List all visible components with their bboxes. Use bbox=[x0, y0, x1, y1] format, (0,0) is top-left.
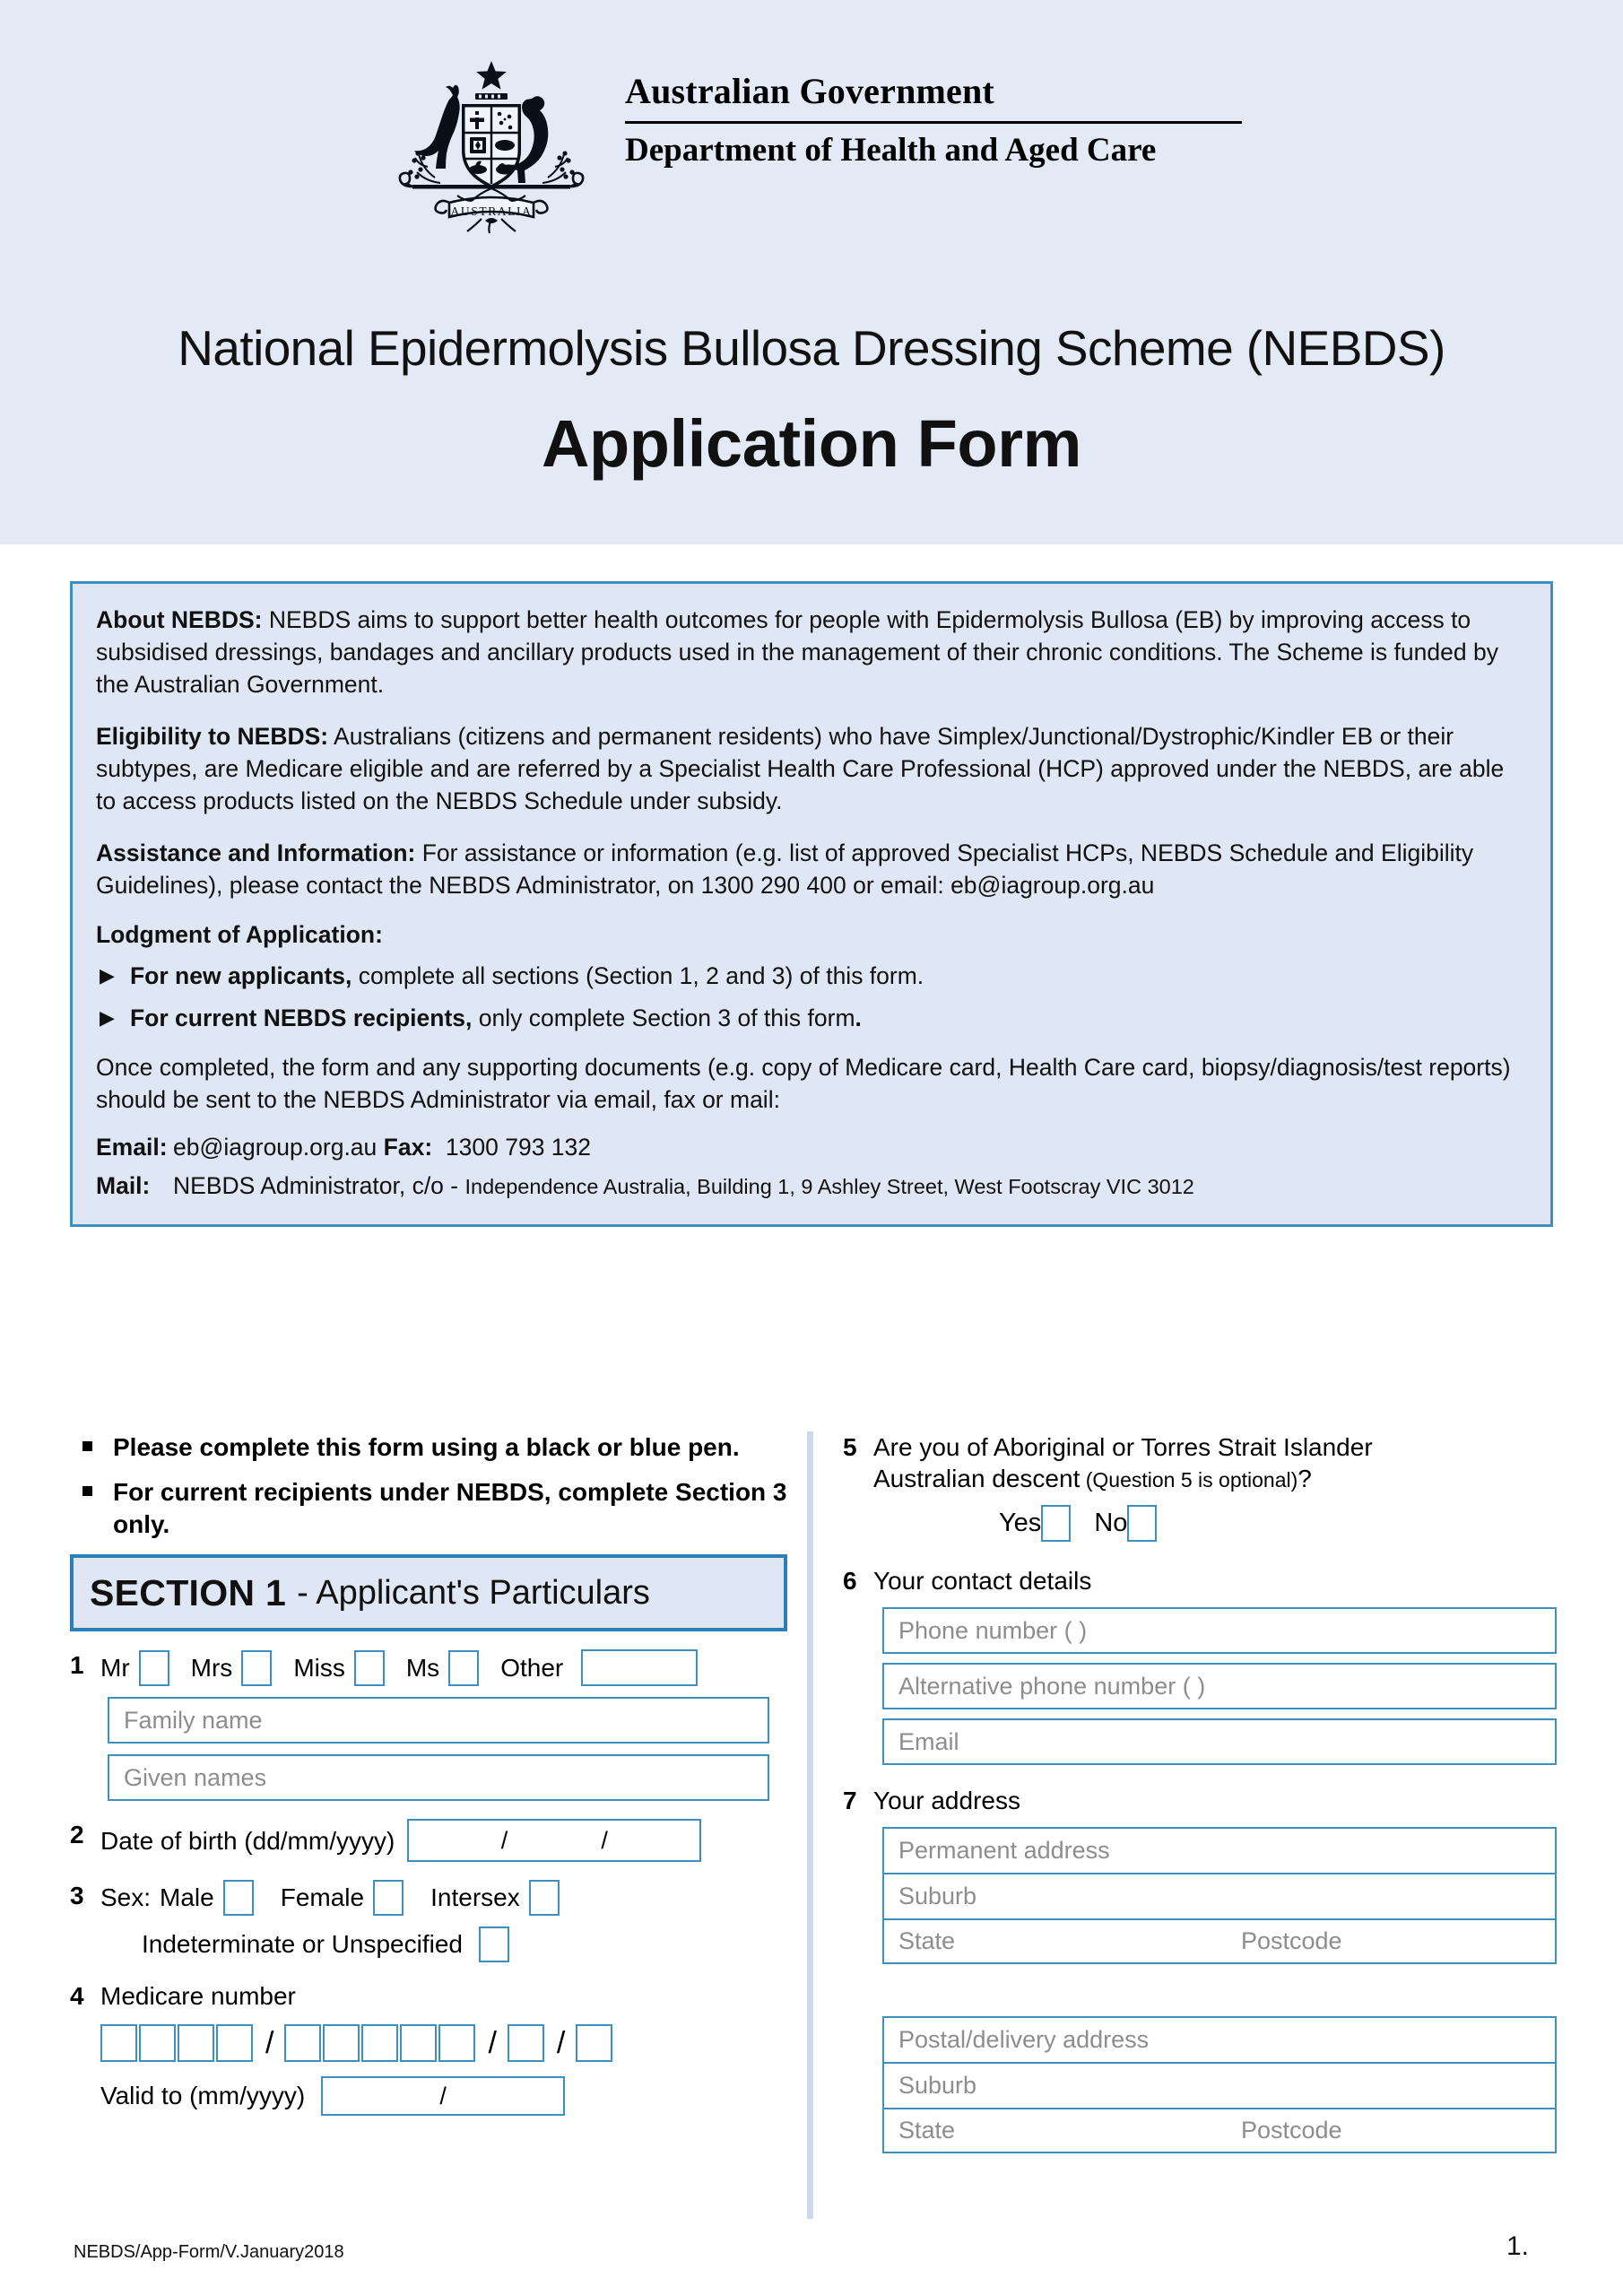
question-5-qmark: ? bbox=[1298, 1465, 1312, 1492]
left-column bbox=[70, 1431, 796, 2116]
mail-line bbox=[96, 1170, 1527, 1203]
input-medicare-valid-to[interactable]: / bbox=[321, 2076, 565, 2116]
sex-options-row bbox=[100, 1880, 796, 1916]
input-family-name[interactable]: Family name bbox=[108, 1697, 769, 1744]
medicare-digit-11[interactable] bbox=[576, 2024, 612, 2062]
fax-value: 1300 793 132 bbox=[445, 1133, 592, 1161]
eligibility-label: Eligibility to NEBDS: bbox=[96, 723, 329, 751]
section-1-banner bbox=[70, 1554, 787, 1631]
eligibility-paragraph bbox=[96, 720, 1527, 817]
your-address-label: Your address bbox=[873, 1787, 1020, 1814]
question-5-number: 5 bbox=[843, 1433, 857, 1461]
lodgment-bullet1-rest: complete all sections (Section 1, 2 and 3) of this form. bbox=[352, 962, 924, 990]
input-postal-suburb[interactable]: Suburb bbox=[882, 2062, 1557, 2108]
email-fax-line bbox=[96, 1131, 1527, 1164]
contact-details-label: Your contact details bbox=[873, 1567, 1092, 1595]
medicare-valid-to-label: Valid to (mm/yyyy) bbox=[100, 2082, 306, 2110]
question-1-number: 1 bbox=[70, 1651, 84, 1680]
lodgment-bullet2-bold: For current NEBDS recipients, bbox=[130, 1004, 473, 1032]
checkbox-aboriginal-no[interactable] bbox=[1127, 1505, 1157, 1542]
input-alternative-phone-number[interactable]: Alternative phone number ( ) bbox=[882, 1663, 1557, 1709]
question-5-row bbox=[843, 1431, 1560, 1494]
assistance-label: Assistance and Information: bbox=[96, 839, 416, 867]
question-4-body bbox=[100, 1980, 796, 2116]
question-7-number: 7 bbox=[843, 1787, 857, 1814]
title-label-ms: Ms bbox=[405, 1653, 440, 1682]
mail-value-address: Independence Australia, Building 1, 9 Ashley Street, West Footscray VIC 3012 bbox=[464, 1174, 1194, 1198]
input-title-other[interactable] bbox=[581, 1649, 698, 1686]
title-label-mr: Mr bbox=[100, 1653, 130, 1682]
input-postal-state[interactable]: State bbox=[898, 2117, 956, 2144]
input-permanent-postcode[interactable]: Postcode bbox=[1241, 1927, 1342, 1954]
right-column bbox=[843, 1431, 1560, 2153]
eligibility-text: Australians (citizens and permanent residents) who have Simplex/Junctional/Dystrophic/Kindler EB or their subtypes, are Medicare eligible and are referred by a Specialist Health Care Professional (HCP) approved under the NEBDS, are able to access products listed on the NEBDS Schedule under subsidy. bbox=[96, 723, 1505, 815]
input-date-of-birth[interactable] bbox=[407, 1819, 701, 1862]
dob-separator-1: / bbox=[500, 1826, 508, 1854]
about-nebds-info-box bbox=[70, 581, 1553, 1227]
header-band bbox=[0, 0, 1623, 544]
question-7-body bbox=[873, 1785, 1560, 1816]
aboriginal-descent-line2 bbox=[873, 1463, 1560, 1494]
section-1-number: SECTION 1 bbox=[90, 1571, 287, 1613]
question-6-number: 6 bbox=[843, 1567, 857, 1595]
square-bullet-icon bbox=[82, 1486, 92, 1496]
question-3-number: 3 bbox=[70, 1882, 84, 1910]
medicare-digit-3[interactable] bbox=[178, 2024, 214, 2062]
once-completed-paragraph: Once completed, the form and any supporting documents (e.g. copy of Medicare card, Health Care card, biopsy/diagnosis/test reports) should be sent to the NEBDS Administrator via email, fax or mail: bbox=[96, 1054, 1511, 1114]
email-value: eb@iagroup.org.au bbox=[173, 1133, 378, 1161]
question-6-row bbox=[843, 1565, 1560, 1596]
medicare-separator-1: / bbox=[265, 2026, 274, 2061]
section-1-subtitle: - Applicant's Particulars bbox=[297, 1573, 650, 1612]
question-5-optional-note: (Question 5 is optional) bbox=[1080, 1468, 1298, 1492]
input-email[interactable]: Email bbox=[882, 1718, 1557, 1765]
wordmark-divider bbox=[625, 121, 1242, 124]
sex-label: Sex: bbox=[100, 1883, 152, 1912]
question-6-body bbox=[873, 1565, 1560, 1596]
postal-state-postcode-row bbox=[882, 2108, 1557, 2153]
checkbox-aboriginal-yes[interactable] bbox=[1041, 1505, 1071, 1542]
mail-label: Mail: bbox=[96, 1171, 151, 1199]
title-label-miss: Miss bbox=[293, 1653, 345, 1682]
government-branding bbox=[0, 52, 1623, 235]
yes-label: Yes bbox=[999, 1509, 1042, 1537]
input-permanent-address[interactable]: Permanent address bbox=[882, 1827, 1557, 1873]
email-label: Email: bbox=[96, 1133, 168, 1161]
triangle-bullet-icon: ▶ bbox=[100, 964, 115, 987]
lodgment-bullet2-rest: only complete Section 3 of this form bbox=[472, 1004, 855, 1032]
lodgment-bullet2-tail: . bbox=[855, 1004, 862, 1032]
medicare-separator-3: / bbox=[556, 2026, 566, 2061]
medicare-number-boxes bbox=[100, 2024, 796, 2062]
checkbox-sex-female[interactable] bbox=[373, 1880, 404, 1916]
medicare-separator-2: / bbox=[488, 2026, 497, 2061]
page-title: Application Form bbox=[541, 406, 1082, 481]
permanent-address-group bbox=[882, 1827, 1557, 1964]
checkbox-sex-indeterminate[interactable] bbox=[479, 1926, 509, 1962]
assistance-paragraph bbox=[96, 837, 1527, 901]
permanent-state-postcode-row bbox=[882, 1918, 1557, 1964]
question-7-row bbox=[843, 1785, 1560, 1816]
assistance-text: For assistance or information (e.g. list of approved Specialist HCPs, NEBDS Schedule and Eligibility Guidelines), please contact the NEBDS Administrator, on 1300 290 400 or email: eb@iagroup.org.au bbox=[96, 839, 1474, 900]
postal-address-group bbox=[882, 2016, 1557, 2153]
title-label-other: Other bbox=[500, 1653, 564, 1682]
medicare-digit-2[interactable] bbox=[139, 2024, 176, 2062]
question-1-row bbox=[70, 1649, 796, 1686]
input-permanent-suburb[interactable]: Suburb bbox=[882, 1873, 1557, 1918]
sex-option-indeterminate-label: Indeterminate or Unspecified bbox=[142, 1930, 463, 1959]
medicare-digit-6[interactable] bbox=[323, 2024, 360, 2062]
medicare-digit-8[interactable] bbox=[400, 2024, 437, 2062]
input-phone-number[interactable]: Phone number ( ) bbox=[882, 1607, 1557, 1654]
about-paragraph bbox=[96, 604, 1527, 700]
checkbox-title-mrs[interactable] bbox=[241, 1650, 272, 1686]
aboriginal-descent-line1: Are you of Aboriginal or Torres Strait Islander bbox=[873, 1433, 1373, 1461]
dob-separator-2: / bbox=[601, 1826, 608, 1854]
no-label: No bbox=[1094, 1509, 1128, 1537]
checkbox-sex-male[interactable] bbox=[223, 1880, 254, 1916]
instruction-text: For current recipients under NEBDS, complete Section 3 only. bbox=[113, 1477, 787, 1538]
about-text: NEBDS aims to support better health outcomes for people with Epidermolysis Bullosa (EB) by improving access to subsidised dressings, bandages and ancillary products used in the management of their chronic conditions. The Scheme is funded by the Australian Government. bbox=[96, 606, 1498, 699]
lodgment-bullet-new-applicants bbox=[96, 960, 1527, 993]
instruction-text: Please complete this form using a black or blue pen. bbox=[113, 1433, 740, 1461]
australian-coat-of-arms-icon bbox=[381, 52, 602, 235]
title-options-row bbox=[100, 1649, 796, 1686]
aboriginal-descent-bold: Australian descent bbox=[873, 1465, 1081, 1492]
lodgment-bullet1-bold: For new applicants, bbox=[130, 962, 352, 990]
about-label: About NEBDS: bbox=[96, 606, 263, 633]
yes-no-row bbox=[843, 1505, 1560, 1542]
question-2-number: 2 bbox=[70, 1821, 84, 1849]
lodgment-bullet-current-recipients bbox=[96, 1002, 1527, 1035]
question-4-number: 4 bbox=[70, 1982, 84, 2011]
checkbox-title-mr[interactable] bbox=[139, 1650, 169, 1686]
australian-government-text: Australian Government bbox=[625, 71, 994, 111]
government-wordmark bbox=[625, 52, 1242, 169]
instruction-item bbox=[70, 1476, 796, 1541]
footer-form-version: NEBDS/App-Form/V.January2018 bbox=[74, 2242, 344, 2262]
medicare-digit-9[interactable] bbox=[438, 2024, 475, 2062]
question-2-body bbox=[100, 1819, 796, 1862]
question-3-body bbox=[100, 1880, 796, 1962]
sex-option-intersex: Intersex bbox=[430, 1883, 520, 1912]
sex-option-indeterminate-row bbox=[100, 1926, 796, 1962]
medicare-number-label: Medicare number bbox=[100, 1982, 296, 2011]
sex-option-female: Female bbox=[280, 1883, 365, 1912]
medicare-digit-4[interactable] bbox=[216, 2024, 253, 2062]
question-3-row bbox=[70, 1880, 796, 1962]
lodgment-heading: Lodgment of Application: bbox=[96, 921, 383, 949]
input-postal-address[interactable]: Postal/delivery address bbox=[882, 2016, 1557, 2062]
input-postal-postcode[interactable]: Postcode bbox=[1241, 2117, 1342, 2144]
checkbox-title-miss[interactable] bbox=[354, 1650, 385, 1686]
question-5-body bbox=[873, 1431, 1560, 1494]
instruction-item bbox=[70, 1431, 796, 1464]
medicare-valid-to-row bbox=[100, 2076, 796, 2116]
medicare-digit-10[interactable] bbox=[508, 2024, 544, 2062]
page-number: 1. bbox=[1506, 2231, 1530, 2261]
checkbox-sex-intersex[interactable] bbox=[529, 1880, 560, 1916]
title-label-mrs: Mrs bbox=[190, 1653, 233, 1682]
medicare-digit-5[interactable] bbox=[284, 2024, 321, 2062]
input-given-names[interactable]: Given names bbox=[108, 1754, 769, 1801]
medicare-digit-1[interactable] bbox=[100, 2024, 137, 2062]
medicare-digit-7[interactable] bbox=[361, 2024, 398, 2062]
triangle-bullet-icon: ▶ bbox=[100, 1006, 115, 1030]
question-2-row bbox=[70, 1819, 796, 1862]
svg-text:AUSTRALIA: AUSTRALIA bbox=[450, 204, 533, 218]
input-permanent-state[interactable]: State bbox=[898, 1927, 956, 1954]
date-of-birth-label: Date of birth (dd/mm/yyyy) bbox=[100, 1826, 395, 1855]
square-bullet-icon bbox=[82, 1441, 92, 1451]
department-text: Department of Health and Aged Care bbox=[625, 131, 1157, 169]
scheme-title: National Epidermolysis Bullosa Dressing Scheme (NEBDS) bbox=[178, 320, 1445, 376]
mail-value-bold: NEBDS Administrator, c/o - bbox=[173, 1171, 465, 1199]
question-4-row bbox=[70, 1980, 796, 2116]
fax-label: Fax: bbox=[383, 1133, 433, 1161]
column-divider bbox=[807, 1431, 813, 2219]
question-1-body bbox=[100, 1649, 796, 1686]
checkbox-title-ms[interactable] bbox=[448, 1650, 479, 1686]
sex-option-male: Male bbox=[160, 1883, 214, 1912]
